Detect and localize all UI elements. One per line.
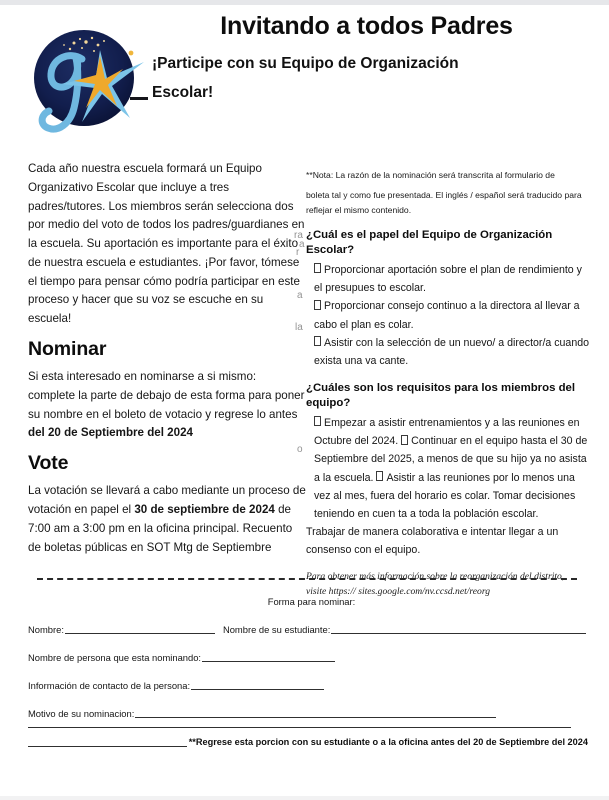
page-title: Invitando a todos Padres (220, 12, 513, 40)
form-row-nominating-person (0, 651, 609, 662)
district-info-line-2: visite https:// sites.google.com/nv.ccsd.net/reorg (306, 586, 491, 598)
question-role-heading: ¿Cuál es el papel del Equipo de Organización Escolar? (306, 229, 553, 257)
right-column (306, 168, 590, 600)
scan-artifact-glyph: ra (294, 230, 303, 241)
nominar-heading: Nominar (28, 338, 107, 361)
form-footer (28, 735, 588, 747)
contacto-label: Información de contacto de la persona: (28, 679, 191, 691)
bullet-box-icon (314, 416, 321, 426)
requirements-paragraph-extra: Trabajar de manera colaborativa e intentar llegar a un consenso con el equipo. (306, 526, 559, 557)
vote-paragraph (28, 482, 306, 557)
form-row-motive (0, 707, 609, 718)
bullet-box-icon (314, 336, 321, 346)
bullet-box-icon (314, 300, 321, 310)
page-subtitle (148, 49, 603, 108)
scan-artifact-glyph: la (295, 322, 303, 333)
district-info-line-1: Para obtener más información sobre la reorganización del distrito, (306, 570, 565, 582)
requirements-heading-line-2: equipo? (306, 397, 351, 410)
requirement-c: Asistir a las reuniones por lo menos una vez al mes, fuera del horario es colar. Tomar decisiones teniendo en cuen ta a toda la población escolar. (314, 471, 576, 521)
bullet-box-icon (401, 435, 408, 445)
persona-nominando-label: Nombre de persona que esta nominando: (28, 651, 202, 663)
header (0, 6, 609, 154)
bullet-box-icon (314, 263, 321, 273)
list-item (306, 261, 590, 297)
nomination-form (0, 596, 609, 735)
nominar-text: Si esta interesado en nominarse a si mismo: complete la parte de debajo de esta forma para poner su nombre en el boleto de votacio y regrese lo antes (28, 370, 305, 421)
motivo-input[interactable] (135, 707, 496, 718)
note-line-1: **Nota: La razón de la nominación será transcrita al formulario de (306, 170, 555, 180)
title-block (148, 12, 603, 108)
scan-artifact-glyph: a (297, 290, 303, 301)
note-line-2: boleta tal y como fue presentada. El inglés / español será traducido para reflejar el mismo contenido. (306, 190, 582, 215)
list-item-label: Asistir con la selección de un nuevo/ a director/a cuando exista una va cante. (314, 336, 589, 368)
contacto-input[interactable] (191, 679, 324, 690)
nominar-paragraph (28, 368, 306, 443)
vote-date: 30 de septiembre de 2024 (134, 502, 275, 516)
intro-paragraph: Cada año nuestra escuela formará un Equipo Organizativo Escolar que incluye a tres padres/tutores. Los miembros serán selecciona dos por medio del voto de todos los padres/guardianes en la escuela. Su aportación es importante para el éxito de nuestra escuela e estudiantes. ¡Por favor, tómese el tiempo para pensar cómo podría participar en este proceso y hacer que su voz se escuche en su escuela! (28, 162, 305, 326)
scan-top-edge (0, 0, 609, 5)
vote-text-after: de 7:00 am a 3:00 pm en la oficina principal. Recuento de boletas públicas en SOT Mtg de Septiembre (28, 502, 293, 554)
requirement-a: Empezar a asistir entrenamientos y a las reuniones en Octubre del 2024. (314, 416, 580, 448)
subtitle-line-1: ¡Participe con su Equipo de Organización (152, 54, 459, 72)
nombre-label: Nombre: (28, 623, 64, 635)
scan-artifact-glyph: r (296, 247, 300, 258)
form-row-names (0, 623, 609, 634)
requirements-heading-line-1: ¿Cuáles son los requisitos para los miembros del (306, 382, 576, 395)
requirements-paragraph (306, 414, 590, 523)
requirement-b: Continuar en el equipo hasta el 30 de Septiembre del 2025, a menos de que su hijo ya no asista a la escuela. (314, 435, 588, 484)
motivo-label: Motivo de su nominacion: (28, 707, 135, 719)
form-title: Forma para nominar: (267, 596, 356, 607)
question-requirements-heading (306, 381, 590, 411)
persona-nominando-input[interactable] (202, 651, 335, 662)
form-row-contact (0, 679, 609, 690)
scan-bottom-edge (0, 796, 609, 800)
list-item-label: Proporcionar consejo continuo a la directora al llevar a cabo el plan es colar. (314, 300, 580, 331)
left-column (28, 160, 306, 557)
tear-off-separator (37, 578, 577, 580)
vote-text-before: La votación se llevará a cabo mediante un proceso de votación en papel el (28, 484, 306, 516)
role-bullets (306, 261, 590, 370)
nombre-estudiante-input[interactable] (331, 623, 586, 634)
subtitle-line-2: Escolar! (152, 84, 214, 102)
list-item-label: Proporcionar aportación sobre el plan de rendimiento y el presupues to escolar. (314, 263, 582, 295)
list-item (306, 297, 590, 333)
scan-artifact-glyph: a (299, 239, 305, 250)
nombre-input[interactable] (65, 623, 215, 634)
list-item (306, 334, 590, 370)
school-logo (26, 18, 148, 142)
nominar-deadline: del 20 de Septiembre del 2024 (28, 426, 193, 440)
scan-artifact-glyph: o (297, 444, 303, 455)
footer-blank-line[interactable] (28, 735, 187, 747)
return-instructions: **Regrese esta porcion con su estudiante o a la oficina antes del 20 de Septiembre del 2024 (188, 736, 588, 747)
nombre-estudiante-label: Nombre de su estudiante: (222, 623, 331, 635)
nomination-note (306, 168, 590, 217)
vote-heading: Vote (28, 452, 69, 475)
motivo-input-line-2[interactable] (28, 727, 571, 728)
bullet-box-icon (376, 471, 383, 481)
